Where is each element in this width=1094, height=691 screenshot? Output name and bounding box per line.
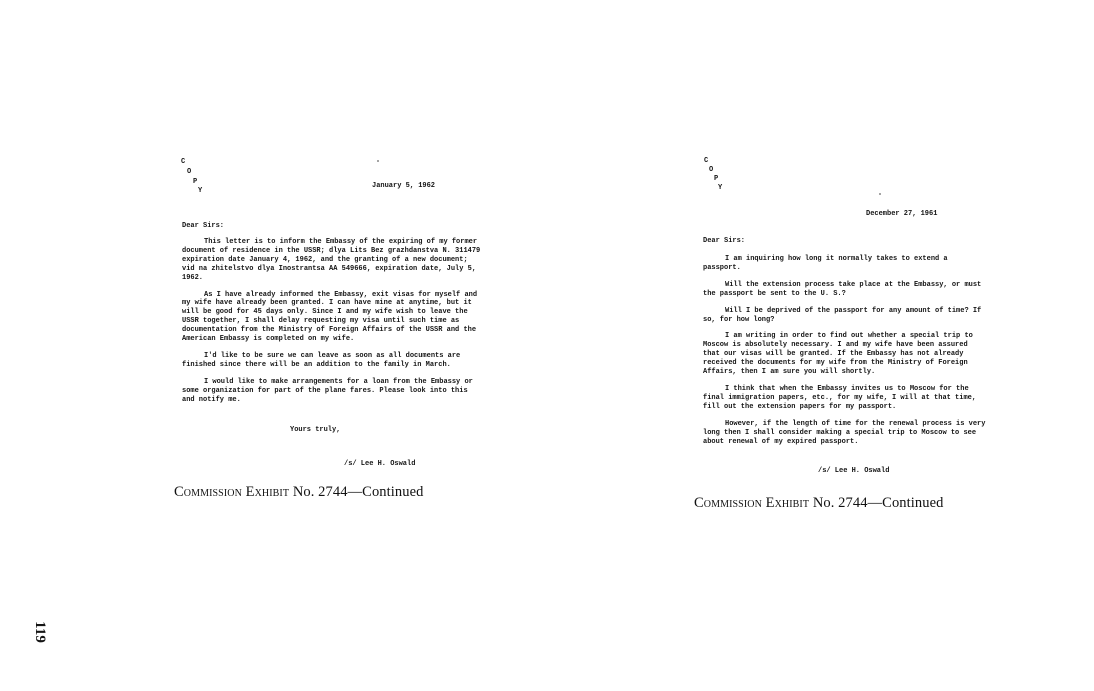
scan-speck: [377, 160, 379, 162]
copy-mark-p: P: [193, 178, 198, 186]
exhibit-caption: [174, 484, 424, 501]
paragraph: I would like to make arrangements for a loan from the Embassy or some organization for part of the plane fares. Please look into this and notify me.: [182, 377, 473, 404]
letter-body: [182, 238, 482, 413]
caption-number: No. 2744—Continued: [812, 495, 944, 511]
paragraph: This letter is to inform the Embassy of the expiring of my former document of residence in the USSR; dlya Lits Bez grazhdanstva N. 311479 expiration date January 4, 1962, and the granting of a new document; vid na zhitelstvo dlya Inostrantsa AA 549666, expiration date, July 5, 1962.: [182, 238, 481, 282]
paragraph: I think that when the Embassy invites us to Moscow for the final immigration papers, etc., for my wife, I will at that time, fill out the extension papers for my passport.: [703, 384, 977, 411]
paragraph: I am writing in order to find out whether a special trip to Moscow is absolutely necessary. I and my wife have been assured that our visas will be granted. If the Embassy has not already received the documents for my wife from the Ministry of Foreign Affairs, then I am sure you will shortly.: [703, 332, 973, 377]
letter-body: [703, 255, 986, 454]
caption-number: No. 2744—Continued: [292, 484, 424, 500]
copy-mark-p: P: [714, 175, 719, 183]
copy-mark-c: C: [181, 158, 186, 166]
copy-mark-y: Y: [718, 184, 723, 192]
caption-label: Commission Exhibit: [694, 495, 810, 511]
copy-mark-y: Y: [198, 187, 203, 195]
paragraph: I am inquiring how long it normally takes to extend a passport.: [703, 255, 948, 272]
salutation: Dear Sirs:: [703, 237, 746, 245]
paragraph: I'd like to be sure we can leave as soon as all documents are finished since there will be an addition to the family in March.: [182, 351, 461, 369]
signature: /s/ Lee H. Oswald: [818, 467, 890, 475]
copy-mark-o: O: [187, 168, 192, 176]
closing: Yours truly,: [290, 426, 341, 434]
signature: /s/ Lee H. Oswald: [344, 460, 416, 468]
copy-mark-c: C: [704, 157, 709, 165]
letter-date: January 5, 1962: [372, 182, 436, 190]
letter-date: December 27, 1961: [866, 210, 938, 218]
exhibit-caption: [694, 495, 944, 512]
salutation: Dear Sirs:: [182, 222, 225, 230]
caption-label: Commission Exhibit: [174, 484, 290, 500]
copy-mark-o: O: [709, 166, 714, 174]
paragraph: Will I be deprived of the passport for any amount of time? If so, for how long?: [703, 306, 982, 324]
paragraph: Will the extension process take place at the Embassy, or must the passport be sent to the U. S.?: [703, 280, 982, 298]
page-number: 119: [32, 621, 48, 643]
paragraph: As I have already informed the Embassy, exit visas for myself and my wife have already been granted. I can have mine at anytime, but it will be good for 45 days only. Since I and my wife wish to leave the USSR together, I shall delay requesting my visa until such time as documentation from the Ministry of Foreign Affairs of the USSR and the American Embassy is completed on my wife.: [182, 290, 478, 344]
scan-speck: [879, 193, 881, 195]
paragraph: However, if the length of time for the renewal process is very long then I shall consider making a special trip to Moscow to see about renewal of my expired passport.: [703, 419, 986, 446]
